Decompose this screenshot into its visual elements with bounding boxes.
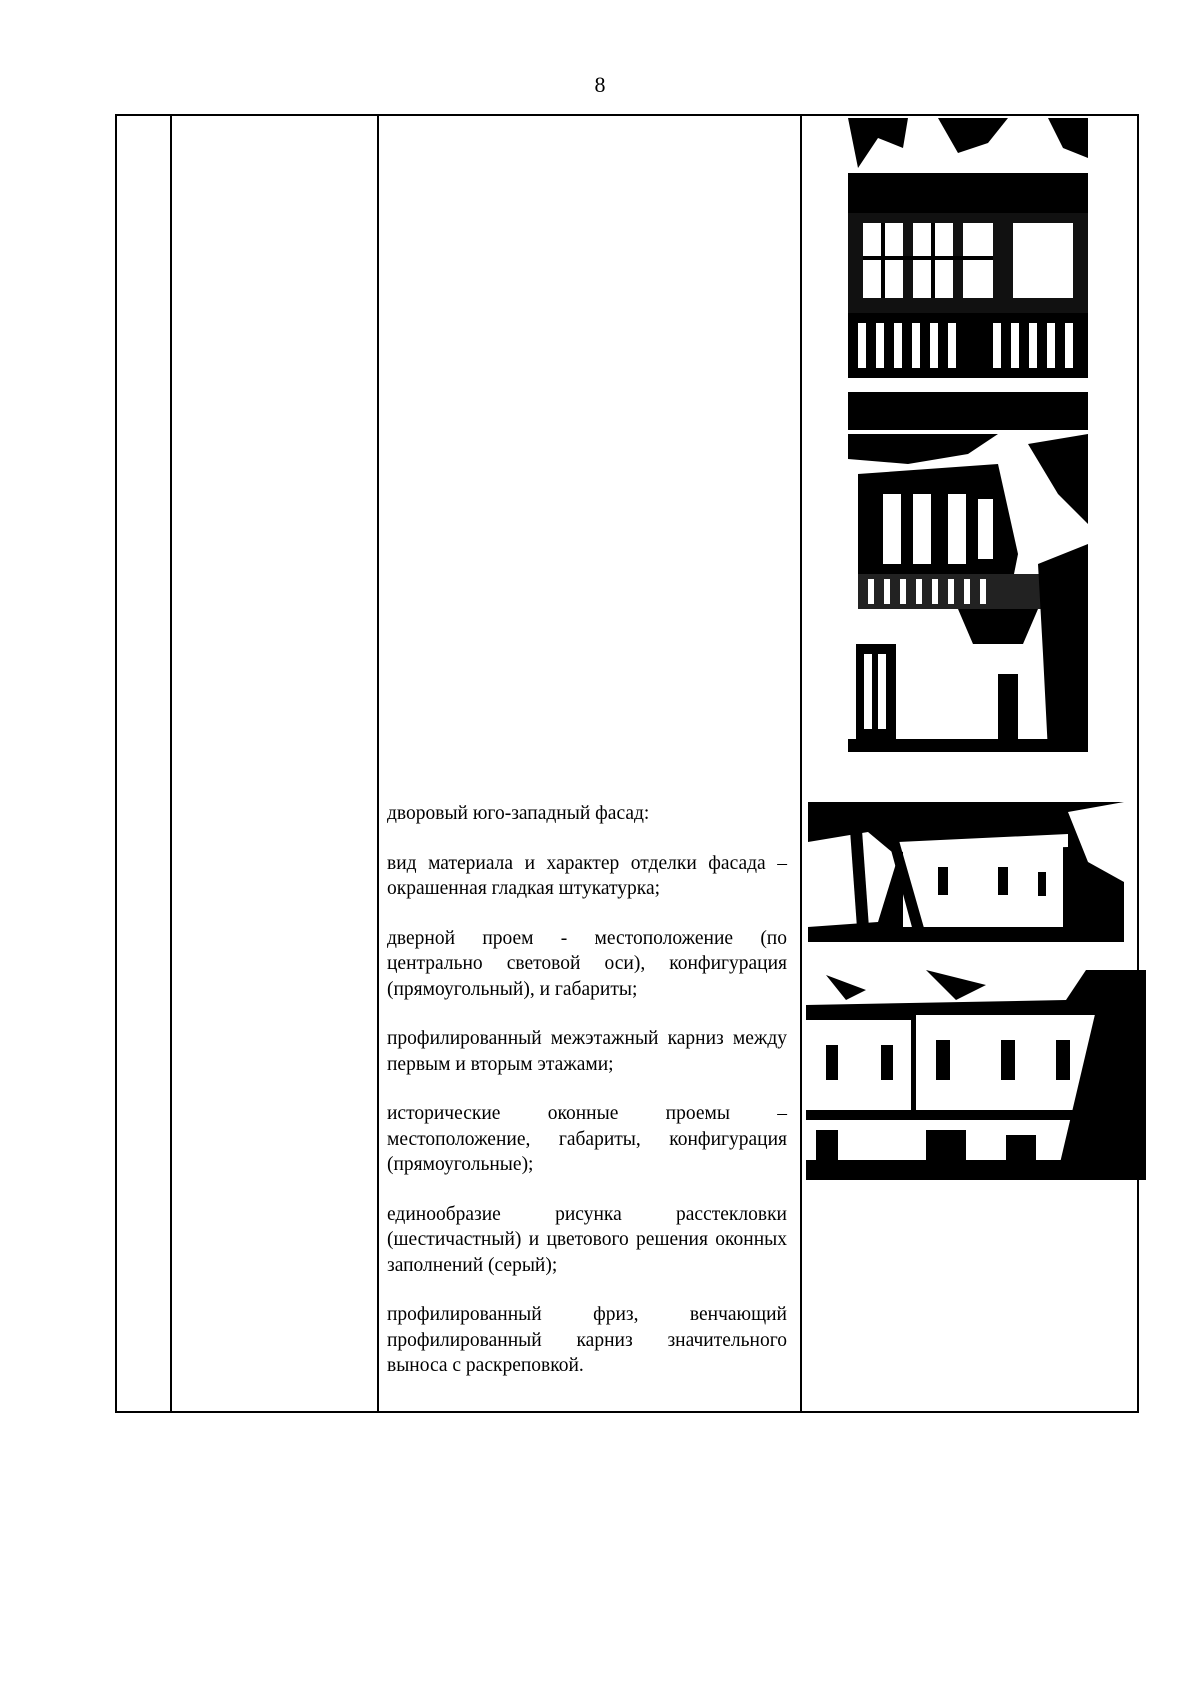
paragraph-door: дверной проем - местоположение (по центрально световой оси), конфигурация (прямоугольный), и габариты; [387,927,787,1000]
column-divider-1 [170,116,172,1411]
photo-courtyard-facade-image [808,802,1124,942]
photo-courtyard-facade-2-image [806,970,1146,1180]
photo-courtyard-facade [808,802,1124,942]
column-divider-2 [377,116,379,1411]
photo-courtyard-facade-2 [806,970,1146,1180]
description-column [387,801,787,1403]
paragraph-frieze: профилированный фриз, венчающий профилированный карниз значительного выноса с раскреповкой. [387,1304,787,1376]
photo-balcony-below [848,434,1088,752]
photo-balcony-closeup [848,118,1088,430]
section-heading: дворовый юго-западный фасад: [387,803,650,824]
paragraph-glazing: единообразие рисунка расстекловки (шестичастный) и цветового решения оконных заполнений (серый); [387,1203,787,1276]
photo-balcony-below-image [848,434,1088,752]
paragraph-material: вид материала и характер отделки фасада – окрашенная гладкая штукатурка; [387,852,787,899]
column-divider-3 [800,116,802,1411]
paragraph-cornice: профилированный межэтажный карниз между первым и вторым этажами; [387,1028,787,1075]
paragraph-windows: исторические оконные проемы – местоположение, габариты, конфигурация (прямоугольные); [387,1103,787,1175]
page-number: 8 [594,72,606,97]
photo-balcony-closeup-image [848,118,1088,430]
